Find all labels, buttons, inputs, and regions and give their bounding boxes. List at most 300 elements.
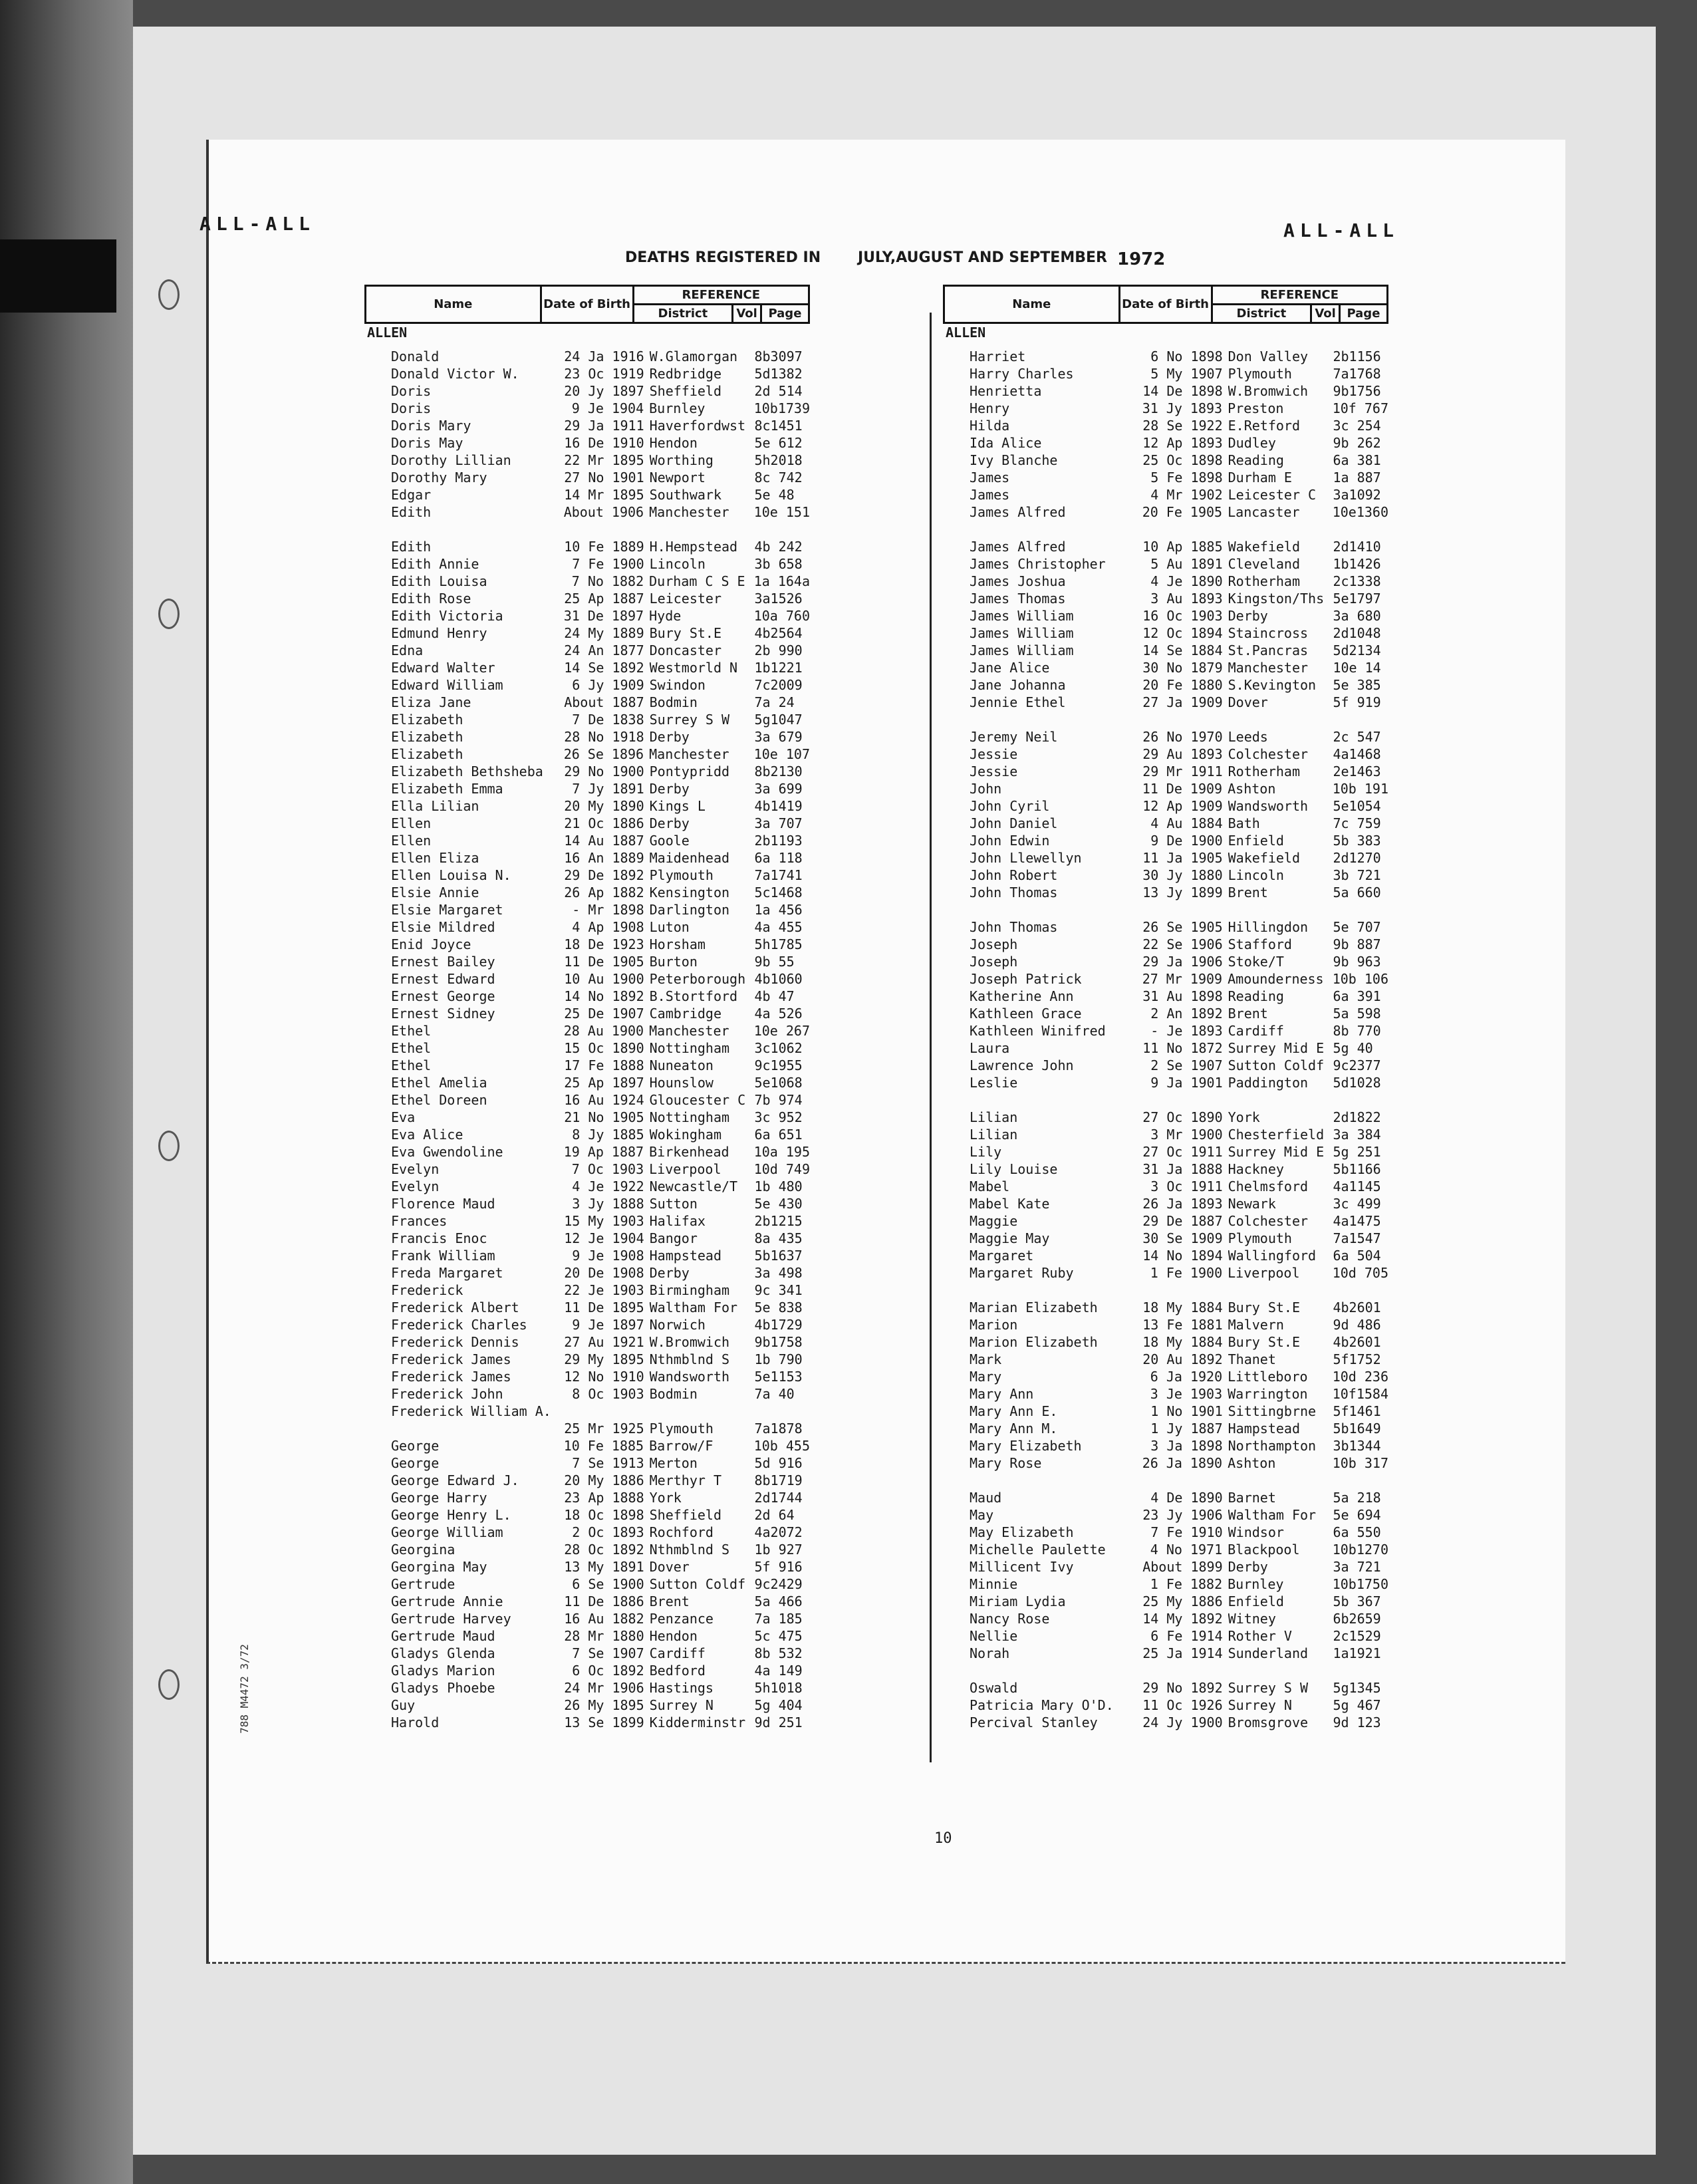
table-row (943, 1368, 1388, 1385)
entry-birth-date: 15 My 1903 (564, 1213, 644, 1229)
entry-vol-page: 3a 721 (1333, 1559, 1381, 1575)
entry-vol-page: 2b1156 (1333, 348, 1381, 364)
table-row (364, 1143, 810, 1160)
entry-district: Wandsworth (1228, 798, 1309, 814)
entry-birth-date: 30 Jy 1880 (1142, 867, 1223, 883)
entry-name: Frederick William A. (391, 1403, 551, 1419)
entry-birth-date: 2 Se 1907 (1150, 1057, 1223, 1073)
table-row (943, 867, 1388, 884)
entry-name: Elsie Annie (391, 885, 479, 900)
table-row (943, 417, 1388, 434)
scan-tab-marker (0, 239, 116, 313)
table-row (364, 1039, 810, 1057)
entry-name: Maud (970, 1490, 1002, 1506)
entry-vol-page: 4a1145 (1333, 1178, 1381, 1194)
entry-name: Joseph (970, 936, 1018, 952)
entry-name: George Edward J. (391, 1472, 519, 1488)
entry-vol-page: 2d 514 (754, 383, 803, 399)
entry-birth-date: 18 Oc 1898 (564, 1507, 644, 1523)
entry-birth-date: 5 Fe 1898 (1150, 470, 1223, 485)
entry-name: Ellen (391, 833, 432, 849)
entry-district: Southwark (649, 487, 721, 503)
row-spacer (943, 901, 1388, 918)
row-spacer (943, 521, 1388, 538)
entry-vol-page: 5a 466 (754, 1593, 803, 1609)
entry-vol-page: 5d1382 (754, 366, 803, 382)
entry-birth-date: 12 Oc 1894 (1142, 625, 1223, 641)
entry-name: Lilian (970, 1127, 1018, 1143)
entry-district: Newark (1228, 1196, 1276, 1212)
entry-vol-page: 5e 385 (1333, 677, 1381, 693)
entry-name: Elizabeth Bethsheba (391, 763, 543, 779)
table-row (364, 503, 810, 521)
entry-name: Patricia Mary O'D. (970, 1697, 1114, 1713)
entry-vol-page: 5b 383 (1333, 833, 1381, 849)
table-row (364, 348, 810, 365)
entry-vol-page: 2d1822 (1333, 1109, 1381, 1125)
entry-name: James Alfred (970, 504, 1066, 520)
entry-name: Doris (391, 400, 432, 416)
entry-birth-date: 29 No 1900 (564, 763, 644, 779)
entry-district: Chelmsford (1228, 1178, 1309, 1194)
entry-district: Witney (1228, 1611, 1276, 1627)
table-row (364, 1074, 810, 1091)
table-row (943, 728, 1388, 746)
entry-district: Surrey S W (649, 712, 730, 728)
table-row (364, 1541, 810, 1558)
entry-name: Mary Elizabeth (970, 1438, 1082, 1454)
entry-birth-date: 3 Mr 1900 (1150, 1127, 1223, 1143)
entry-vol-page: 2d1048 (1333, 625, 1381, 641)
table-row (943, 1022, 1388, 1039)
entry-district: Rother V (1228, 1628, 1292, 1644)
entry-district: Bury St.E (1228, 1334, 1300, 1350)
entry-name: Elsie Mildred (391, 919, 495, 935)
table-row (943, 918, 1388, 936)
entry-district: Hillingdon (1228, 919, 1309, 935)
table-row (364, 970, 810, 988)
entry-district (650, 1403, 755, 1420)
entry-birth-date: 25 Ap 1887 (564, 591, 644, 607)
entry-name: Gertrude (391, 1576, 456, 1592)
entry-district: Colchester (1228, 1213, 1309, 1229)
entry-vol-page: 9b 55 (754, 954, 795, 970)
entry-birth-date: 18 My 1884 (1142, 1299, 1223, 1315)
page-number: 10 (934, 1830, 952, 1847)
entry-name: Ethel (391, 1040, 432, 1056)
entry-birth-date: 27 Mr 1909 (1142, 971, 1223, 987)
table-row (364, 711, 810, 728)
entry-name: Ethel (391, 1023, 432, 1039)
entry-birth-date: 27 Oc 1890 (1142, 1109, 1223, 1125)
entry-birth-date: 14 My 1892 (1142, 1611, 1223, 1627)
entry-district: Stafford (1228, 936, 1292, 952)
entry-vol-page: 9b 963 (1333, 954, 1381, 970)
entry-district: Burton (649, 954, 698, 970)
entry-name: Frederick John (391, 1386, 503, 1402)
entry-district: Halifax (649, 1213, 706, 1229)
entry-birth-date: 4 De 1890 (1150, 1490, 1223, 1506)
table-row (364, 1091, 810, 1109)
entry-name: Percival Stanley (970, 1714, 1098, 1730)
entry-name (391, 1420, 558, 1437)
entry-vol-page: 5b1649 (1333, 1421, 1381, 1436)
entry-birth-date: 12 Ap 1893 (1142, 435, 1223, 451)
entry-district: B.Stortford (649, 988, 738, 1004)
table-row (943, 1697, 1388, 1714)
entry-birth-date: 25 Mr 1925 (564, 1421, 644, 1436)
entry-birth-date: 10 Au 1900 (564, 971, 644, 987)
entry-vol-page: 3c 499 (1333, 1196, 1381, 1212)
entry-vol-page: 5g 467 (1333, 1697, 1381, 1713)
entry-name: Ernest Edward (391, 971, 495, 987)
entry-name: Katherine Ann (970, 988, 1074, 1004)
table-row (364, 936, 810, 953)
table-row (364, 728, 810, 746)
entry-vol-page: 7a1741 (754, 867, 803, 883)
table-row (364, 849, 810, 867)
table-row (943, 1403, 1388, 1420)
entry-birth-date: 3 Je 1903 (1150, 1386, 1223, 1402)
entry-birth-date: 26 Ja 1893 (1142, 1196, 1223, 1212)
entry-name: Edith Annie (391, 556, 479, 572)
entry-birth-date: 20 Jy 1897 (564, 383, 644, 399)
table-row (364, 538, 810, 555)
entry-vol-page: 10b1270 (1332, 1542, 1389, 1558)
table-row (943, 1541, 1388, 1558)
entry-birth-date: About 1887 (564, 694, 644, 710)
punch-hole (158, 1131, 180, 1161)
entry-birth-date: 13 Fe 1881 (1142, 1317, 1223, 1333)
entry-district: Redbridge (649, 366, 721, 382)
entry-name: Ethel Doreen (391, 1092, 487, 1108)
table-row (943, 1454, 1388, 1472)
entry-district: Hounslow (649, 1075, 714, 1091)
table-row (364, 1714, 810, 1731)
table-row (364, 867, 810, 884)
entry-district: Sittingbrne (1228, 1403, 1317, 1419)
col-reference-header: REFERENCE (633, 286, 809, 305)
entry-vol-page: 4b1060 (754, 971, 803, 987)
table-row (943, 1005, 1388, 1022)
table-row (364, 763, 810, 780)
entry-name: Gladys Marion (391, 1663, 495, 1679)
table-row (943, 1385, 1388, 1403)
table-row (364, 1679, 810, 1697)
entry-name: Doris (391, 383, 432, 399)
row-spacer (943, 1282, 1388, 1299)
entry-district: Bodmin (649, 694, 698, 710)
entry-name: Mary Ann M. (970, 1421, 1058, 1436)
table-row (364, 953, 810, 970)
entry-name: John Thomas (970, 919, 1058, 935)
entry-birth-date: 28 Se 1922 (1142, 418, 1223, 434)
col-vol-header: Vol (733, 305, 761, 323)
table-row (943, 1160, 1388, 1178)
table-row (364, 1627, 810, 1645)
entry-name: Georgina (391, 1542, 456, 1558)
entry-birth-date: 7 Jy 1891 (572, 781, 644, 797)
entry-birth-date: 11 De 1886 (564, 1593, 644, 1609)
entry-name: George (391, 1438, 440, 1454)
entry-name: Donald Victor W. (391, 366, 519, 382)
entry-birth-date: 19 Ap 1887 (563, 1144, 644, 1160)
entry-name: Joseph Patrick (970, 971, 1082, 987)
entry-birth-date: 11 No 1872 (1142, 1040, 1223, 1056)
entry-birth-date: 12 No 1910 (564, 1369, 644, 1385)
punch-hole (158, 279, 180, 310)
entry-name: James William (970, 625, 1074, 641)
col-name-header: Name (944, 286, 1120, 323)
entry-district: Reading (1228, 452, 1284, 468)
entry-birth-date: 7 Se 1907 (572, 1645, 644, 1661)
entry-name: Elizabeth (391, 746, 463, 762)
entry-name: Freda Margaret (391, 1265, 503, 1281)
entry-vol-page: 5a 598 (1333, 1006, 1381, 1022)
table-row (943, 573, 1388, 590)
entry-vol-page: 3c 254 (1333, 418, 1381, 434)
entry-vol-page: 5e1797 (1333, 591, 1381, 607)
entry-district: Sunderland (1228, 1645, 1309, 1661)
entry-name: Ellen Eliza (391, 850, 479, 866)
entry-birth-date: 3 Jy 1888 (572, 1196, 644, 1212)
entry-vol-page: 10f1584 (1332, 1386, 1389, 1402)
table-row (943, 1593, 1388, 1610)
entry-district: Leicester (649, 591, 721, 607)
entry-name: Nancy Rose (970, 1611, 1050, 1627)
entry-district: Hampstead (1228, 1421, 1300, 1436)
entry-district: Dover (649, 1559, 690, 1575)
entry-birth-date: 1 Fe 1900 (1150, 1265, 1223, 1281)
table-row (364, 1437, 810, 1454)
entry-vol-page: 5e1054 (1333, 798, 1381, 814)
entry-birth-date: 4 Je 1890 (1150, 573, 1223, 589)
entry-birth-date: 3 Au 1893 (1150, 591, 1223, 607)
entry-vol-page: 5e 430 (754, 1196, 803, 1212)
entry-vol-page: 5e1153 (754, 1369, 803, 1385)
entry-district: Plymouth (649, 1421, 714, 1436)
entry-name: Harriet (970, 348, 1026, 364)
table-row (943, 815, 1388, 832)
table-row (364, 676, 810, 694)
table-row (364, 1351, 810, 1368)
entry-district: Stoke/T (1228, 954, 1284, 970)
table-row (364, 1454, 810, 1472)
punch-hole (158, 1669, 180, 1700)
entry-name: Frederick Dennis (391, 1334, 519, 1350)
entry-name: Francis Enoc (391, 1230, 487, 1246)
entry-name: Jessie (970, 763, 1018, 779)
entry-vol-page: 3b1344 (1333, 1438, 1381, 1454)
entry-birth-date: 16 Au 1924 (564, 1092, 644, 1108)
entry-vol-page: 4b 47 (754, 988, 795, 1004)
entry-name: Jane Johanna (970, 677, 1066, 693)
entry-vol-page: 5a 218 (1333, 1490, 1381, 1506)
entry-birth-date: 27 Ja 1909 (1142, 694, 1223, 710)
entry-birth-date: 22 Mr 1895 (564, 452, 644, 468)
table-row (943, 1645, 1388, 1662)
entry-birth-date: 31 Au 1898 (1142, 988, 1223, 1004)
entry-vol-page: 3a1092 (1333, 487, 1381, 503)
entry-vol-page: 4b1729 (754, 1317, 803, 1333)
entry-name: Laura (970, 1040, 1010, 1056)
entry-vol-page: 8a 435 (754, 1230, 803, 1246)
table-row (943, 1437, 1388, 1454)
entry-birth-date: 9 Je 1904 (571, 400, 644, 416)
entry-name: Dorothy Lillian (391, 452, 511, 468)
entry-birth-date: 6 Jy 1909 (572, 677, 644, 693)
entry-district: Nottingham (649, 1109, 730, 1125)
entry-name: Dorothy Mary (391, 470, 487, 485)
entry-district: Barrow/F (649, 1438, 714, 1454)
table-row (943, 936, 1388, 953)
entry-district: Horsham (649, 936, 706, 952)
table-row (943, 1264, 1388, 1282)
entry-vol-page: 2d1410 (1333, 539, 1381, 555)
entry-birth-date: 14 Se 1884 (1142, 642, 1223, 658)
table-row (943, 434, 1388, 452)
entry-vol-page: 5g 404 (754, 1697, 803, 1713)
entry-vol-page: 3b 658 (754, 556, 803, 572)
entry-district: Nthmblnd S (649, 1351, 730, 1367)
entry-vol-page: 3b 721 (1333, 867, 1381, 883)
entry-vol-page: 1b1221 (754, 660, 803, 676)
page-title: DEATHS REGISTERED IN (625, 249, 821, 266)
entry-name: James William (970, 608, 1074, 624)
entry-district: Penzance (649, 1611, 714, 1627)
entry-birth-date: 4 Au 1884 (1150, 815, 1223, 831)
entry-name: James Thomas (970, 591, 1066, 607)
entry-district: Nthmblnd S (649, 1542, 730, 1558)
entry-name: James Joshua (970, 573, 1066, 589)
entry-vol-page: 5e 694 (1333, 1507, 1381, 1523)
entry-vol-page: 2c 547 (1333, 729, 1381, 745)
entry-birth-date: 10 Ap 1885 (1142, 539, 1223, 555)
entry-vol-page: 4b 242 (754, 539, 803, 555)
entry-birth-date: 27 Oc 1911 (1142, 1144, 1223, 1160)
table-row (364, 832, 810, 849)
entry-birth-date: 18 My 1884 (1142, 1334, 1223, 1350)
entry-birth-date: 29 Ja 1906 (1142, 954, 1223, 970)
entry-district: Wakefield (1228, 850, 1300, 866)
entry-name: George Harry (391, 1490, 487, 1506)
entry-district: Ashton (1228, 1455, 1276, 1471)
table-row (364, 1610, 810, 1627)
table-row (364, 1489, 810, 1506)
entry-vol-page: 1b 790 (754, 1351, 803, 1367)
entry-vol-page: 10b 317 (1332, 1455, 1389, 1471)
entry-birth-date: 6 No 1898 (1150, 348, 1223, 364)
entry-birth-date: 21 Oc 1886 (564, 815, 644, 831)
table-row (364, 1472, 810, 1489)
entry-vol-page: 9b1756 (1333, 383, 1381, 399)
entry-district: Haverfordwst (649, 418, 746, 434)
entry-district: Manchester (649, 504, 729, 520)
left-entries (364, 348, 810, 1731)
table-row (364, 1316, 810, 1333)
entry-vol-page: 9c 341 (754, 1282, 803, 1298)
entry-district: Liverpool (649, 1161, 721, 1177)
entry-name: Henrietta (970, 383, 1042, 399)
entry-vol-page: 8b2130 (754, 763, 803, 779)
entry-name: Ida Alice (970, 435, 1042, 451)
entry-district: Surrey Mid E (1228, 1144, 1325, 1160)
entry-vol-page: 4b2564 (754, 625, 803, 641)
entry-name: George (391, 1455, 440, 1471)
entry-name: Kathleen Grace (970, 1006, 1082, 1022)
entry-district: Waltham For (1228, 1507, 1317, 1523)
entry-name: Elizabeth (391, 729, 463, 745)
entry-name: Norah (970, 1645, 1010, 1661)
entry-district: Surrey S W (1228, 1680, 1309, 1696)
entry-district: Thanet (1228, 1351, 1276, 1367)
entry-name: Frances (391, 1213, 448, 1229)
entry-birth-date: 11 De 1905 (564, 954, 644, 970)
entry-birth-date: 7 Oc 1903 (571, 1161, 644, 1177)
left-column (364, 285, 810, 1731)
entry-vol-page: 4a 149 (754, 1663, 803, 1679)
right-entries (943, 348, 1388, 1731)
entry-vol-page: 2d1270 (1333, 850, 1381, 866)
entry-name: Nellie (970, 1628, 1018, 1644)
entry-birth-date: 18 De 1923 (564, 936, 644, 952)
entry-name: Lily Louise (970, 1161, 1058, 1177)
entry-district: Sutton Coldf (1228, 1057, 1325, 1073)
entry-birth-date: 29 Au 1893 (1142, 746, 1223, 762)
punch-hole (158, 599, 180, 629)
entry-name: James William (970, 642, 1074, 658)
entry-district: Derby (649, 729, 690, 745)
entry-vol-page: 7a1547 (1333, 1230, 1381, 1246)
right-column (943, 285, 1388, 1731)
entry-name: John (970, 781, 1002, 797)
entry-district: Rotherham (1228, 573, 1300, 589)
table-row (364, 1264, 810, 1282)
entry-district: Plymouth (1228, 366, 1292, 382)
entry-birth-date: 29 De 1892 (564, 867, 644, 883)
entry-name: Guy (391, 1697, 416, 1713)
entry-district: Hendon (649, 435, 698, 451)
entry-name: Lilian (970, 1109, 1018, 1125)
entry-district: Manchester (649, 746, 729, 762)
entry-birth-date: 28 No 1918 (564, 729, 644, 745)
entry-birth-date: 4 Mr 1902 (1150, 487, 1223, 503)
entry-district: Bedford (649, 1663, 706, 1679)
entry-vol-page: 7a1878 (754, 1421, 803, 1436)
entry-name: Leslie (970, 1075, 1018, 1091)
entry-name: Donald (391, 348, 440, 364)
entry-birth-date: 27 No 1901 (564, 470, 644, 485)
entry-district: E.Retford (1228, 418, 1300, 434)
entry-birth-date: 3 Oc 1911 (1150, 1178, 1223, 1194)
entry-name: Oswald (970, 1680, 1018, 1696)
entry-birth-date: 29 Mr 1911 (1142, 763, 1223, 779)
entry-birth-date: 20 Fe 1905 (1142, 504, 1223, 520)
entry-district: Derby (649, 1265, 690, 1281)
table-row (943, 607, 1388, 624)
table-row (943, 1126, 1388, 1143)
table-row (364, 659, 810, 676)
entry-name: Jessie (970, 746, 1018, 762)
entry-birth-date: 9 Je 1908 (572, 1248, 644, 1264)
entry-birth-date: 30 Se 1909 (1142, 1230, 1223, 1246)
entry-name: Mary Ann (970, 1386, 1034, 1402)
entry-district: Preston (1228, 400, 1284, 416)
entry-district: Paddington (1228, 1075, 1309, 1091)
entry-vol-page: 10d 236 (1332, 1369, 1389, 1385)
table-row (943, 1489, 1388, 1506)
entry-district: Wokingham (649, 1127, 721, 1143)
